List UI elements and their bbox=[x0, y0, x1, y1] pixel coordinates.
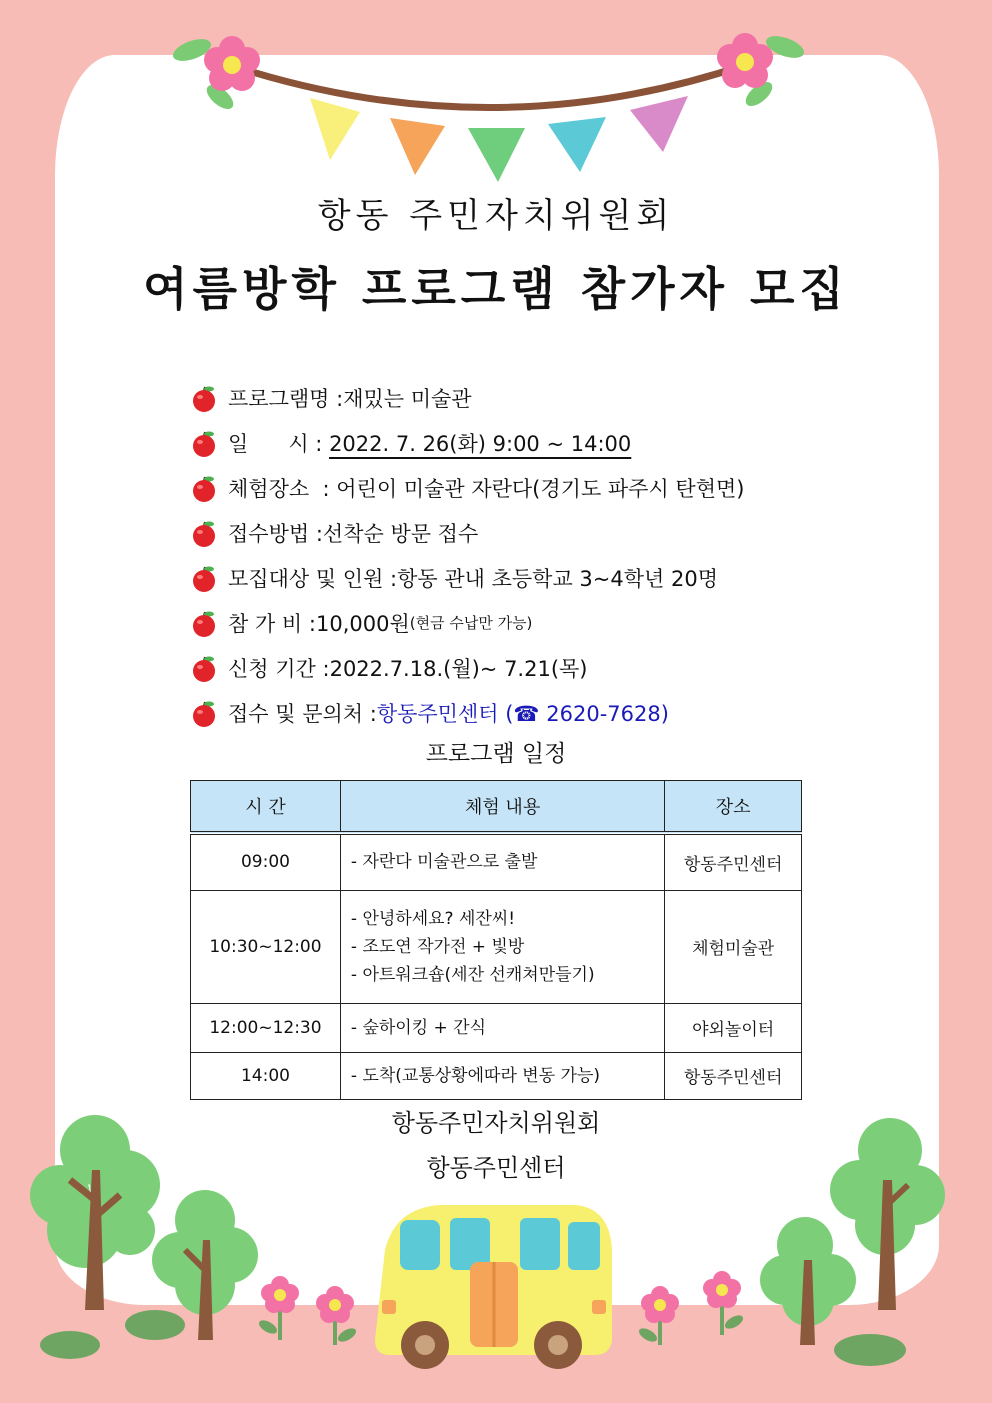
cell-time: 12:00~12:30 bbox=[191, 1003, 341, 1052]
info-value: 10,000원 bbox=[315, 611, 410, 636]
cell-place: 체험미술관 bbox=[665, 890, 802, 1003]
info-value: 항동 관내 초등학교 3~4학년 20명 bbox=[397, 566, 718, 591]
bush-icon bbox=[834, 1334, 906, 1366]
cell-place: 항동주민센터 bbox=[665, 1052, 802, 1099]
cell-content bbox=[340, 1003, 664, 1052]
cell-content bbox=[340, 833, 664, 890]
content-line: - 안녕하세요? 세잔씨! bbox=[350, 908, 516, 929]
cell-place: 야외놀이터 bbox=[665, 1003, 802, 1052]
info-note: (현금 수납만 가능) bbox=[409, 614, 533, 632]
table-row bbox=[191, 890, 802, 1003]
apple-icon bbox=[190, 654, 218, 682]
table-header-row bbox=[191, 781, 802, 834]
apple-icon bbox=[190, 474, 218, 502]
info-program-name bbox=[190, 375, 850, 420]
info-label: 모집대상 및 인원 : bbox=[228, 566, 398, 591]
info-fee bbox=[190, 600, 850, 645]
bus-icon bbox=[375, 1205, 612, 1369]
page-title: 여름방학 프로그램 참가자 모집 bbox=[143, 262, 849, 316]
info-label: 일 시 : bbox=[228, 431, 330, 456]
organization-heading: 항동 주민자치위원회 bbox=[317, 196, 675, 236]
schedule-table bbox=[190, 780, 802, 1100]
info-value: 재밌는 미술관 bbox=[343, 386, 472, 411]
apple-icon bbox=[190, 699, 218, 727]
cell-content bbox=[340, 1052, 664, 1099]
column-header-place: 장소 bbox=[665, 781, 802, 834]
column-header-content: 체험 내용 bbox=[340, 781, 664, 834]
info-list bbox=[190, 375, 850, 735]
content-line: - 조도연 작가전 + 빛방 bbox=[350, 936, 525, 957]
cell-time: 10:30~12:00 bbox=[191, 890, 341, 1003]
info-label: 접수 및 문의처 : bbox=[228, 701, 377, 726]
tree-icon bbox=[760, 1217, 856, 1345]
flower-icon bbox=[257, 1276, 299, 1340]
info-target bbox=[190, 555, 850, 600]
info-datetime bbox=[190, 420, 850, 465]
table-row bbox=[191, 1003, 802, 1052]
info-value: 2022. 7. 26(화) 9:00 ~ 14:00 bbox=[329, 431, 632, 456]
info-venue bbox=[190, 465, 850, 510]
info-label: 신청 기간 : bbox=[228, 656, 330, 681]
contact-value: 항동주민센터 (☎ 2620-7628) bbox=[376, 701, 669, 726]
apple-icon bbox=[190, 609, 218, 637]
apple-icon bbox=[190, 429, 218, 457]
info-value: 어린이 미술관 자란다(경기도 파주시 탄현면) bbox=[336, 476, 745, 501]
content-line: - 아트워크숍(세잔 선캐쳐만들기) bbox=[350, 964, 595, 985]
content-line: - 숲하이킹 + 간식 bbox=[350, 1017, 487, 1038]
cell-place: 항동주민센터 bbox=[665, 833, 802, 890]
bush-icon bbox=[40, 1310, 185, 1359]
schedule-title: 프로그램 일정 bbox=[425, 741, 567, 767]
apple-icon bbox=[190, 564, 218, 592]
tree-icon bbox=[30, 1115, 160, 1310]
column-header-time: 시 간 bbox=[191, 781, 341, 834]
info-label: 체험장소 : bbox=[228, 476, 337, 501]
info-period bbox=[190, 645, 850, 690]
info-value: 2022.7.18.(월)~ 7.21(목) bbox=[329, 656, 588, 681]
cell-time: 09:00 bbox=[191, 833, 341, 890]
flower-icon bbox=[170, 35, 260, 114]
table-row bbox=[191, 1052, 802, 1099]
footer-organization: 항동주민자치위원회 bbox=[391, 1109, 601, 1137]
info-contact bbox=[190, 690, 850, 735]
flower-icon bbox=[703, 1271, 745, 1335]
flower-icon bbox=[637, 1286, 679, 1345]
cell-time: 14:00 bbox=[191, 1052, 341, 1099]
info-label: 참 가 비 : bbox=[228, 611, 316, 636]
info-value: 선착순 방문 접수 bbox=[322, 521, 479, 546]
info-label: 접수방법 : bbox=[228, 521, 323, 546]
apple-icon bbox=[190, 519, 218, 547]
info-application-method bbox=[190, 510, 850, 555]
content-line: - 자란다 미술관으로 출발 bbox=[350, 852, 538, 873]
table-row bbox=[191, 833, 802, 890]
flower-icon bbox=[717, 32, 807, 111]
cell-content bbox=[340, 890, 664, 1003]
content-line: - 도착(교통상황에따라 변동 가능) bbox=[350, 1065, 601, 1086]
flower-icon bbox=[316, 1286, 358, 1345]
info-label: 프로그램명 : bbox=[228, 386, 344, 411]
footer-center: 항동주민센터 bbox=[426, 1154, 566, 1182]
apple-icon bbox=[190, 384, 218, 412]
